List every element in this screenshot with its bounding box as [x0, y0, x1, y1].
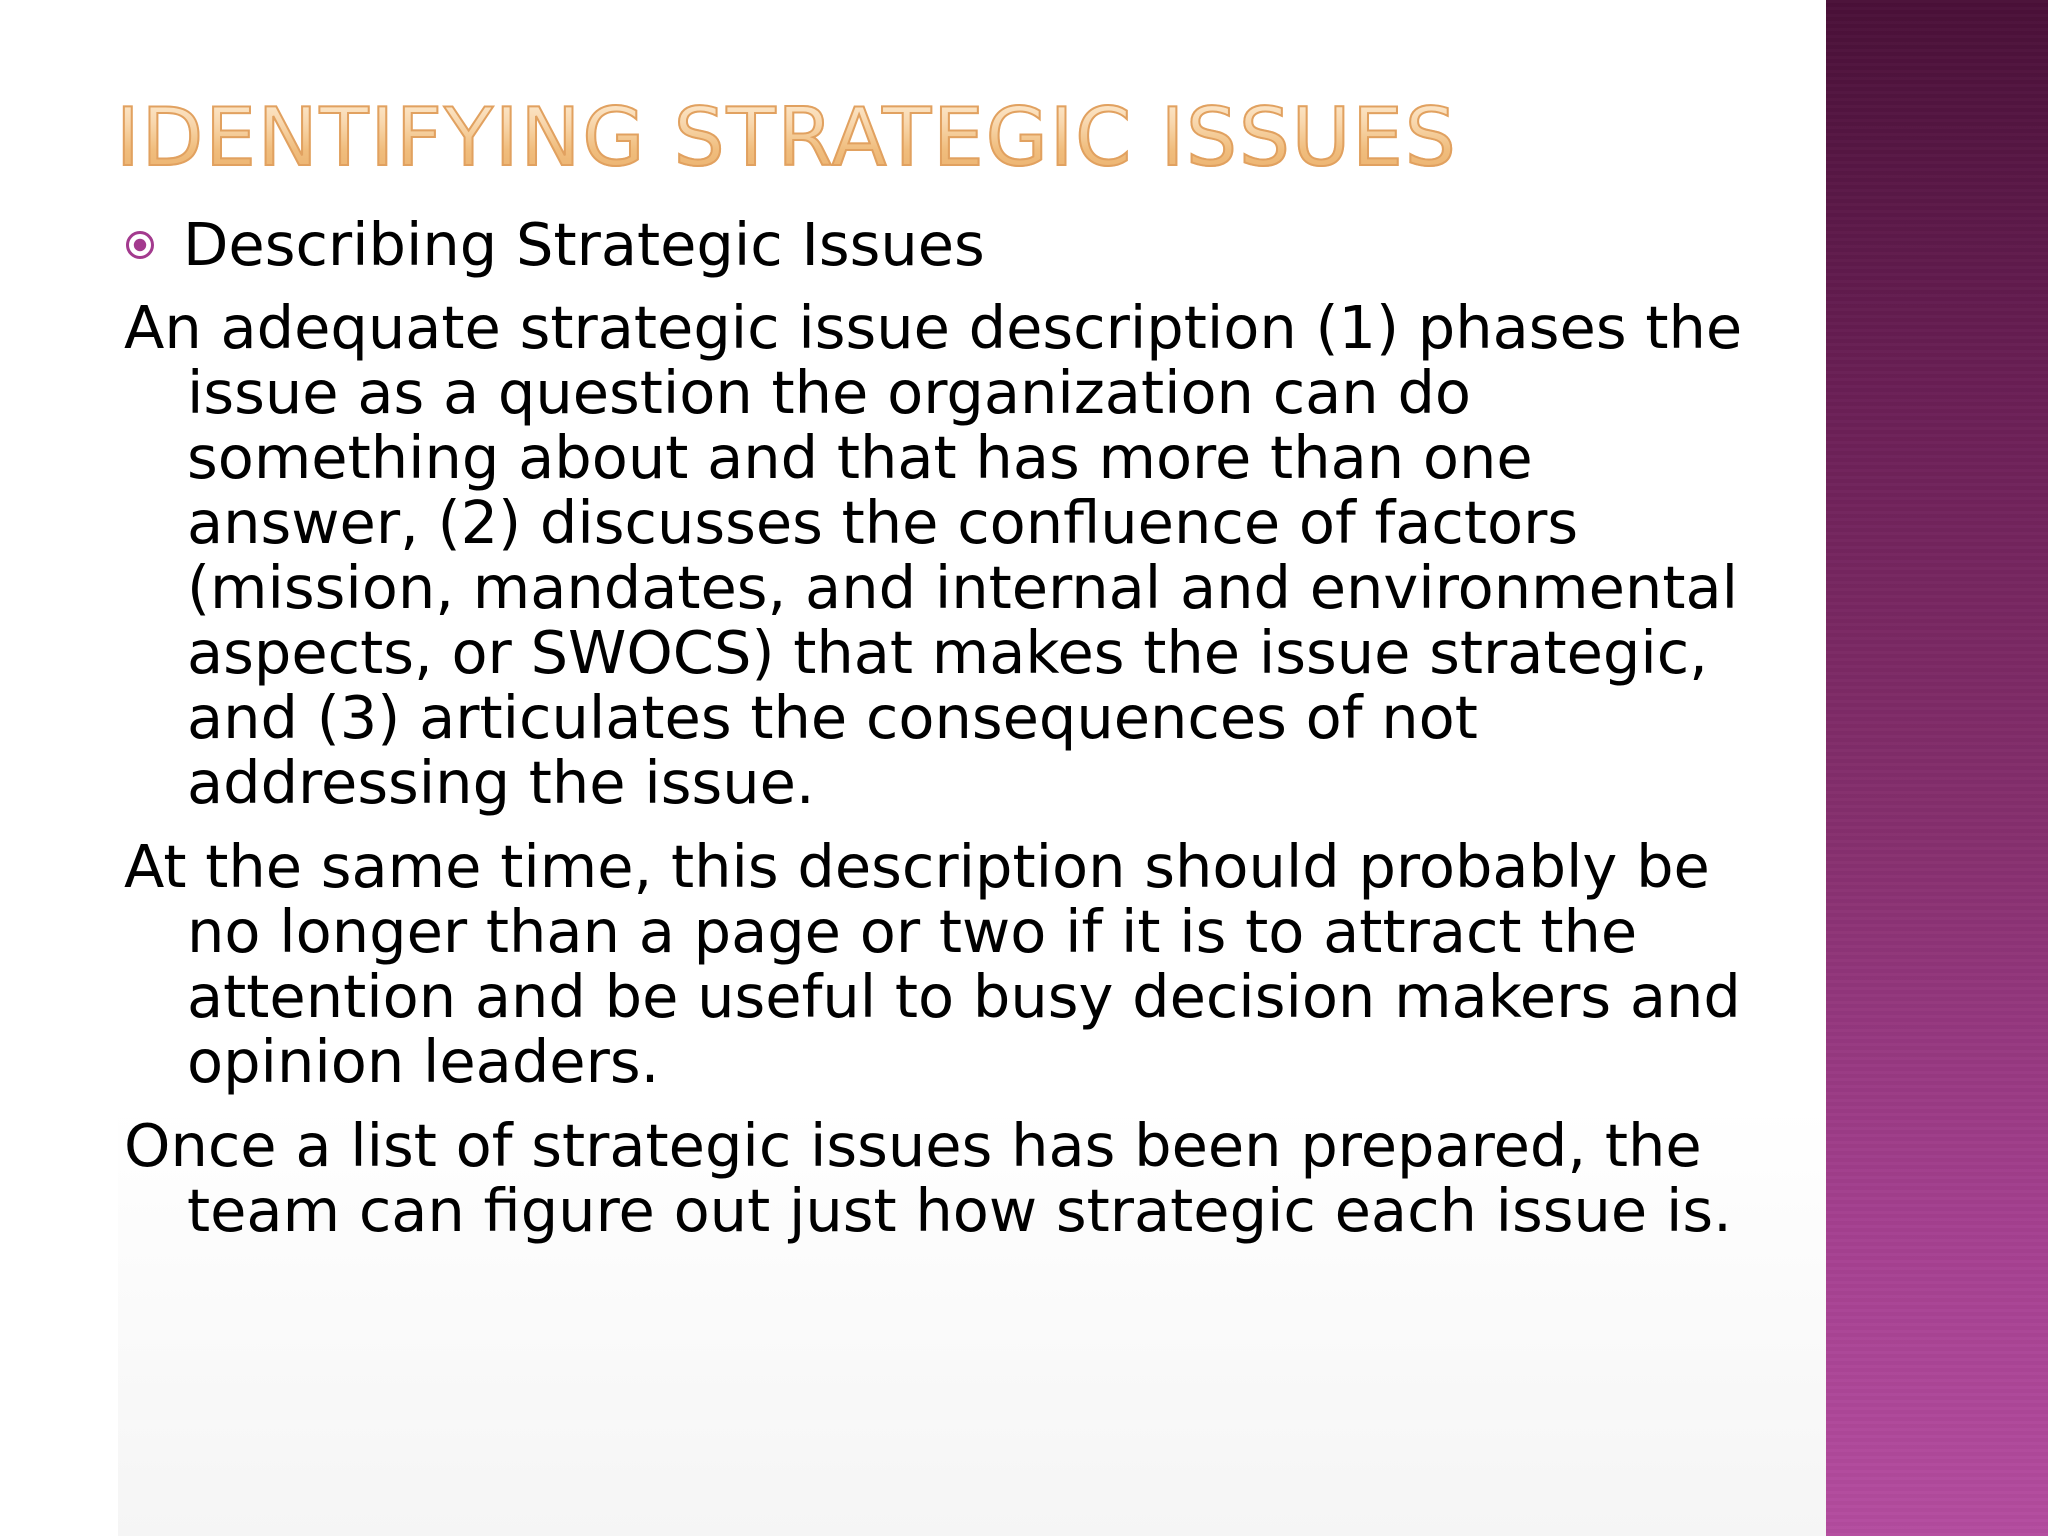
radio-bullet-icon	[124, 205, 164, 285]
bullet-item	[124, 205, 1684, 285]
paragraph-description: An adequate strategic issue description (1) phases the issue as a question the organization can do something about and that has more than one answer, (2) discusses the confluence of factors (mission, mandates, and internal and environmental aspects, or SWOCS) that makes the issue strategic, and (3) articulates the consequences of not addressing the issue.	[124, 293, 1743, 817]
decorative-side-band	[1826, 0, 2048, 1536]
slide-title: IDENTIFYING STRATEGIC ISSUES	[116, 88, 1766, 188]
paragraph-length: At the same time, this description should probably be no longer than a page or two if it is to attract the attention and be useful to busy decision makers and opinion leaders.	[124, 832, 1741, 1096]
bullet-text: Describing Strategic Issues	[183, 210, 985, 279]
paragraph-list: Once a list of strategic issues has been prepared, the team can figure out just how strategic each issue is.	[124, 1111, 1732, 1245]
